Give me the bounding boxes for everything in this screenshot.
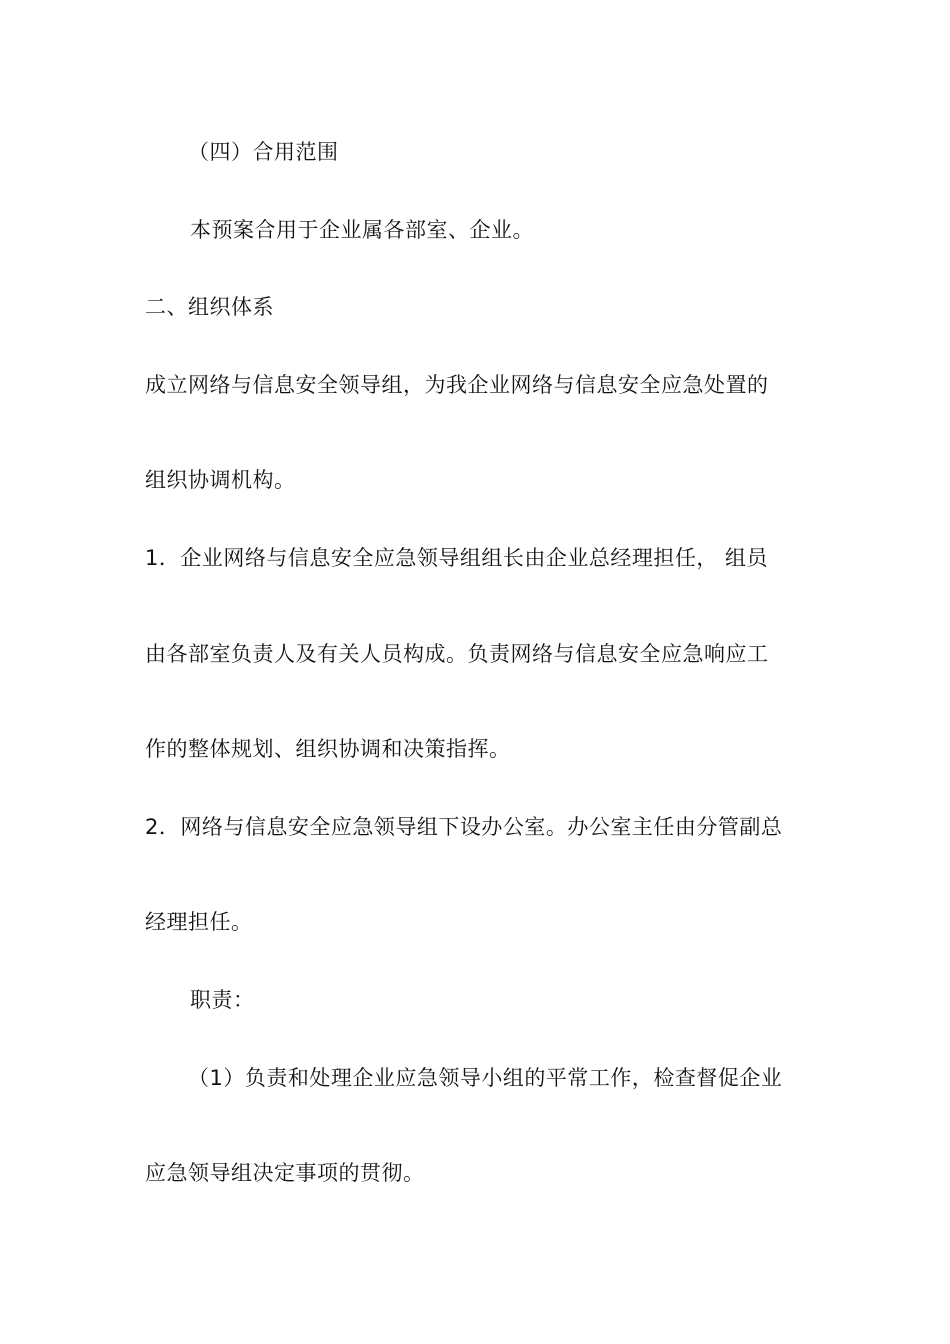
duty-item-1-line: 应急领导组决定事项的贯彻。: [145, 1161, 425, 1185]
paragraph-scope: 本预案合用于企业属各部室、企业。: [190, 218, 534, 242]
duties-heading: 职责：: [190, 988, 255, 1012]
list-item-1-line: 由各部室负责人及有关人员构成。负责网络与信息安全应急响应工: [145, 642, 769, 666]
section-heading-organization: 二、组织体系: [145, 295, 274, 319]
list-item-2-line: 经理担任。: [145, 910, 253, 934]
paragraph-line: 成立网络与信息安全领导组，为我企业网络与信息安全应急处置的: [145, 373, 769, 397]
paragraph-line: 组织协调机构。: [145, 468, 296, 492]
list-item-2-line: 2．网络与信息安全应急领导组下设办公室。办公室主任由分管副总: [145, 815, 783, 839]
section-heading-scope: （四）合用范围: [188, 140, 339, 164]
list-item-1-line: 作的整体规划、组织协调和决策指挥。: [145, 737, 511, 761]
duty-item-1-line: （1）负责和处理企业应急领导小组的平常工作，检查督促企业: [188, 1066, 783, 1090]
list-item-1-line: 1．企业网络与信息安全应急领导组组长由企业总经理担任， 组员: [145, 546, 769, 570]
